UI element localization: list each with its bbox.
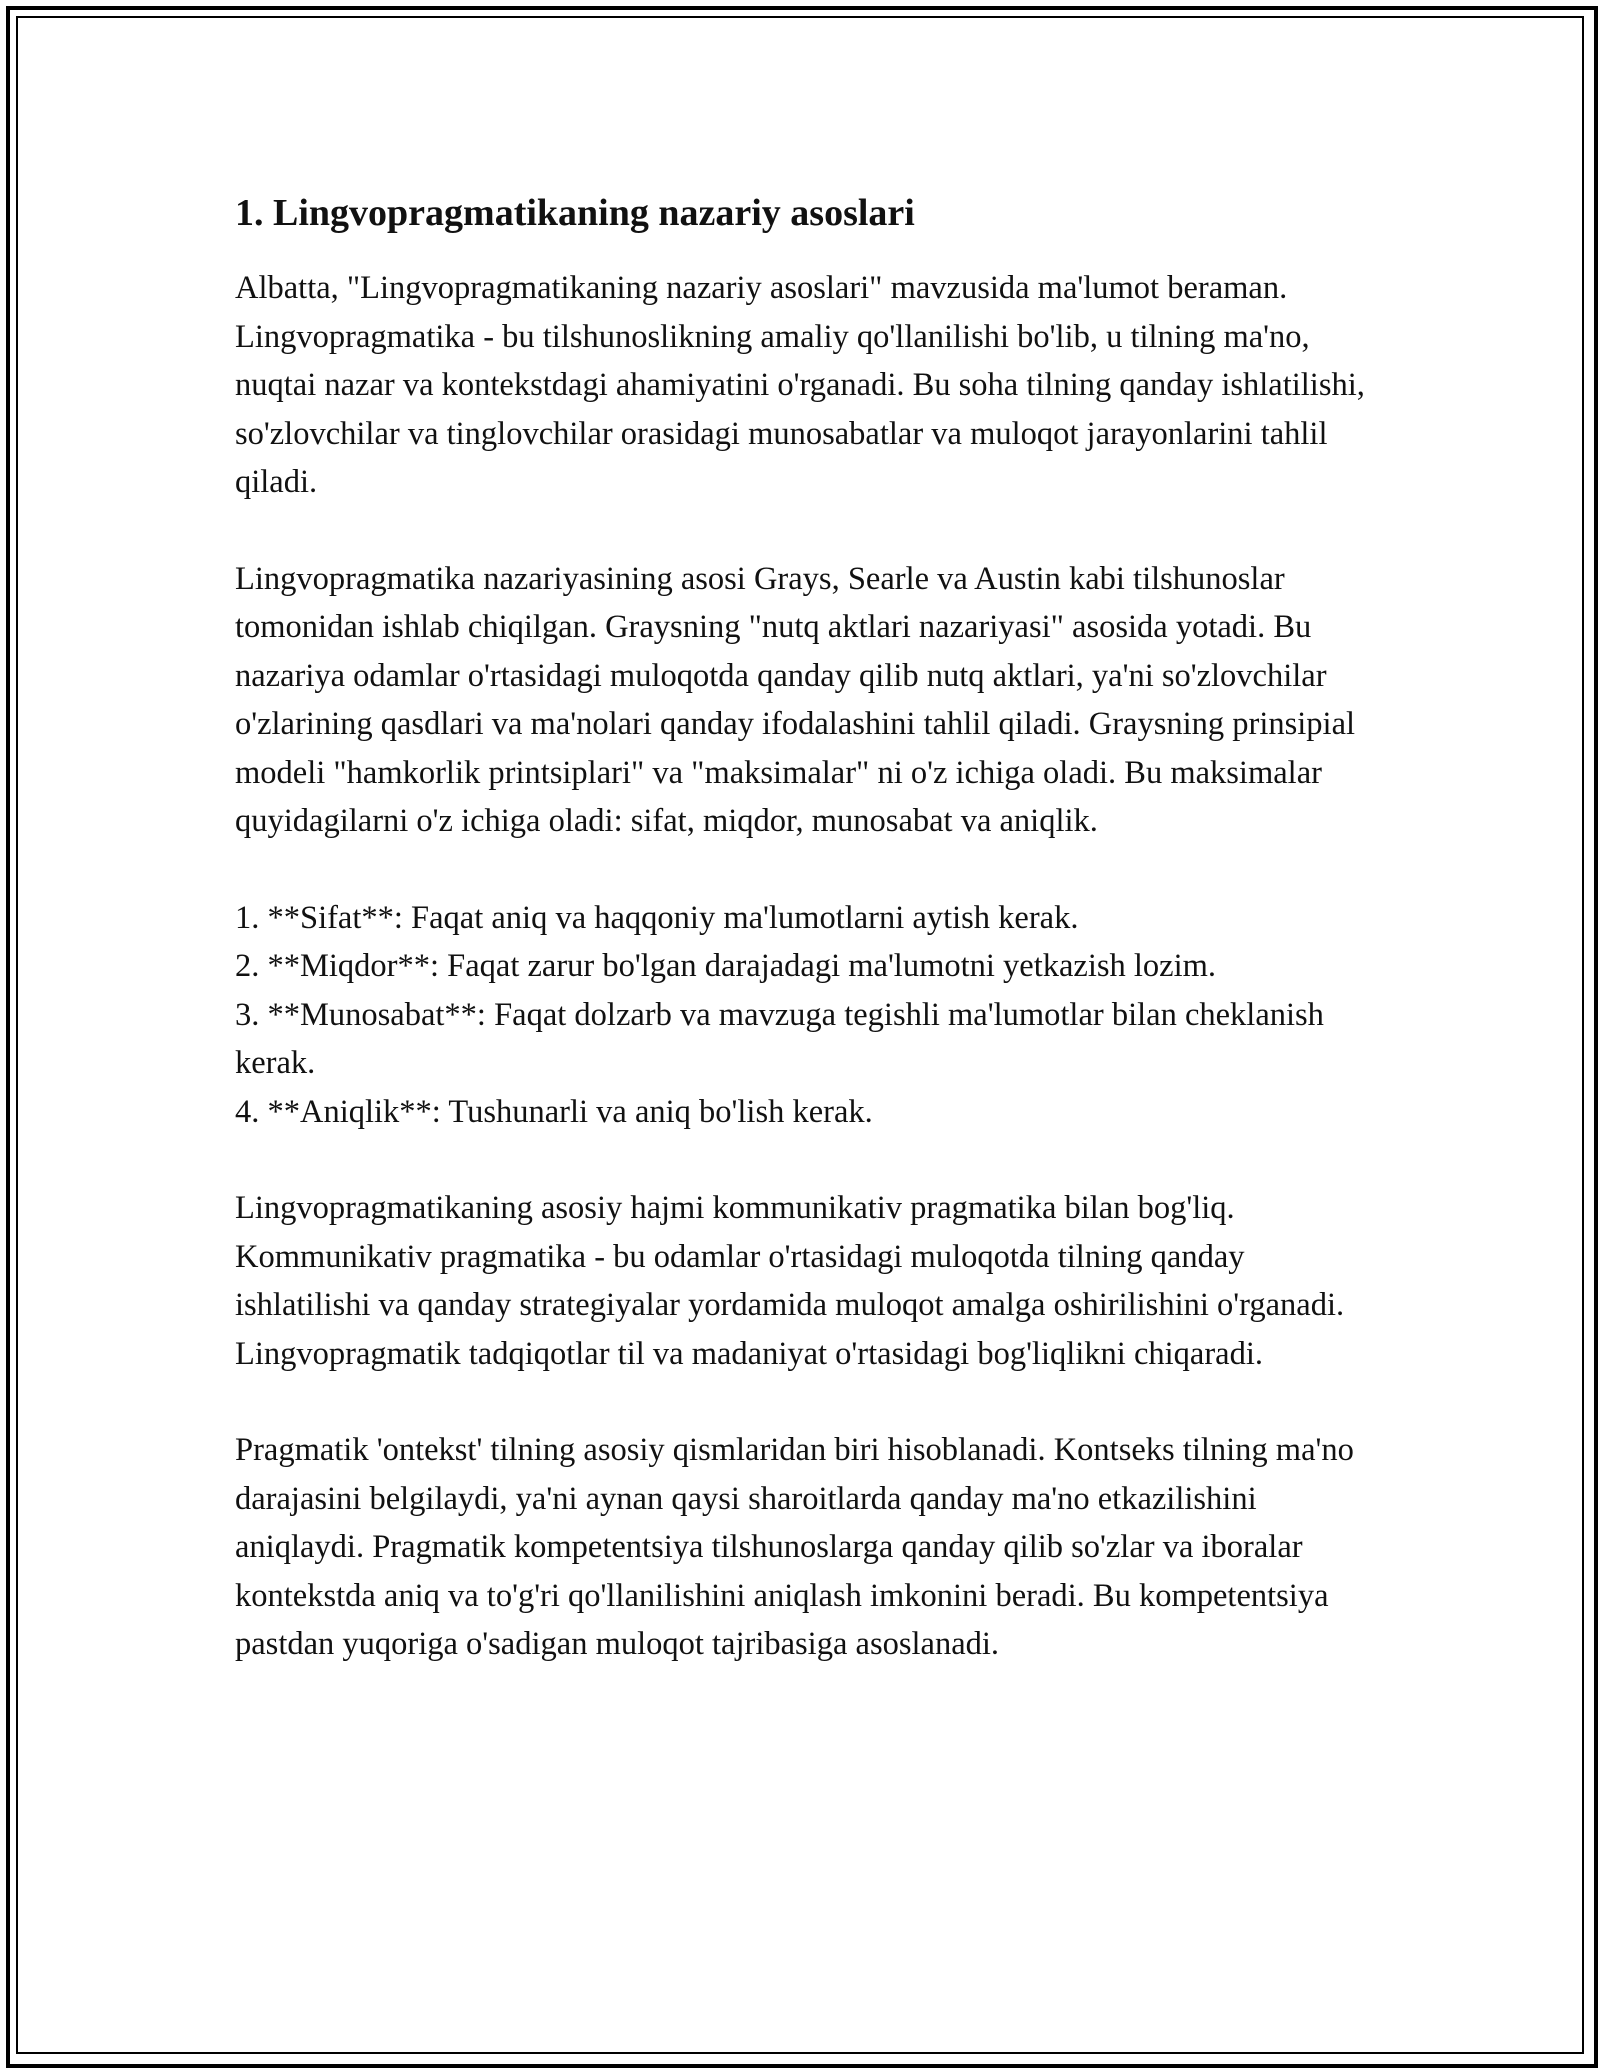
section-heading: 1. Lingvopragmatikaning nazariy asoslari xyxy=(235,192,915,234)
paragraph-communicative: Lingvopragmatikaning asosiy hajmi kommunikativ pragmatika bilan bog'liq. Kommunikativ pragmatika - bu odamlar o'rtasidagi muloqotda tilning qanday ishlatilishi va qanday strategiyalar yordamida muloqot amalga oshirilishini o'rganadi. Lingvopragmatik tadqiqotlar til va madaniyat o'rtasidagi bog'liqlikni chiqaradi. xyxy=(235,1190,1345,1372)
list-item: 4. **Aniqlik**: Tushunarli va aniq bo'lish kerak. xyxy=(235,1093,873,1130)
list-item: 1. **Sifat**: Faqat aniq va haqqoniy ma'lumotlarni aytish kerak. xyxy=(235,899,1079,936)
paragraph-context: Pragmatik 'ontekst' tilning asosiy qismlaridan biri hisoblanadi. Kontseks tilning ma'no darajasini belgilaydi, ya'ni aynan qaysi sharoitlarda qanday ma'no etkazilishini aniqlaydi. Pragmatik kompetentsiya tilshunoslarga qanday qilib so'zlar va iboralar kontekstda aniq va to'g'ri qo'llanilishini aniqlash imkonini beradi. Bu kompetentsiya pastdan yuqoriga o'sadigan muloqot tajribasiga asoslanadi. xyxy=(235,1432,1354,1662)
maxims-list xyxy=(235,894,1375,1137)
document-body xyxy=(235,188,1375,1717)
list-item: 3. **Munosabat**: Faqat dolzarb va mavzuga tegishli ma'lumotlar bilan cheklanish kerak. xyxy=(235,996,1324,1081)
paragraph-theory: Lingvopragmatika nazariyasining asosi Grays, Searle va Austin kabi tilshunoslar tomonidan ishlab chiqilgan. Graysning "nutq aktlari nazariyasi" asosida yotadi. Bu nazariya odamlar o'rtasidagi muloqotda qanday qilib nutq aktlari, ya'ni so'zlovchilar o'zlarining qasdlari va ma'nolari qanday ifodalashini tahlil qiladi. Graysning prinsipial modeli "hamkorlik printsiplari" va "maksimalar" ni o'z ichiga oladi. Bu maksimalar quyidagilarni o'z ichiga oladi: sifat, miqdor, munosabat va aniqlik. xyxy=(235,560,1356,839)
paragraph-intro: Albatta, "Lingvopragmatikaning nazariy asoslari" mavzusida ma'lumot beraman. Lingvopragmatika - bu tilshunoslikning amaliy qo'llanilishi bo'lib, u tilning ma'no, nuqtai nazar va kontekstdagi ahamiyatini o'rganadi. Bu soha tilning qanday ishlatilishi, so'zlovchilar va tinglovchilar orasidagi munosabatlar va muloqot jarayonlarini tahlil qiladi. xyxy=(235,270,1365,500)
list-item: 2. **Miqdor**: Faqat zarur bo'lgan darajadagi ma'lumotni yetkazish lozim. xyxy=(235,948,1217,984)
